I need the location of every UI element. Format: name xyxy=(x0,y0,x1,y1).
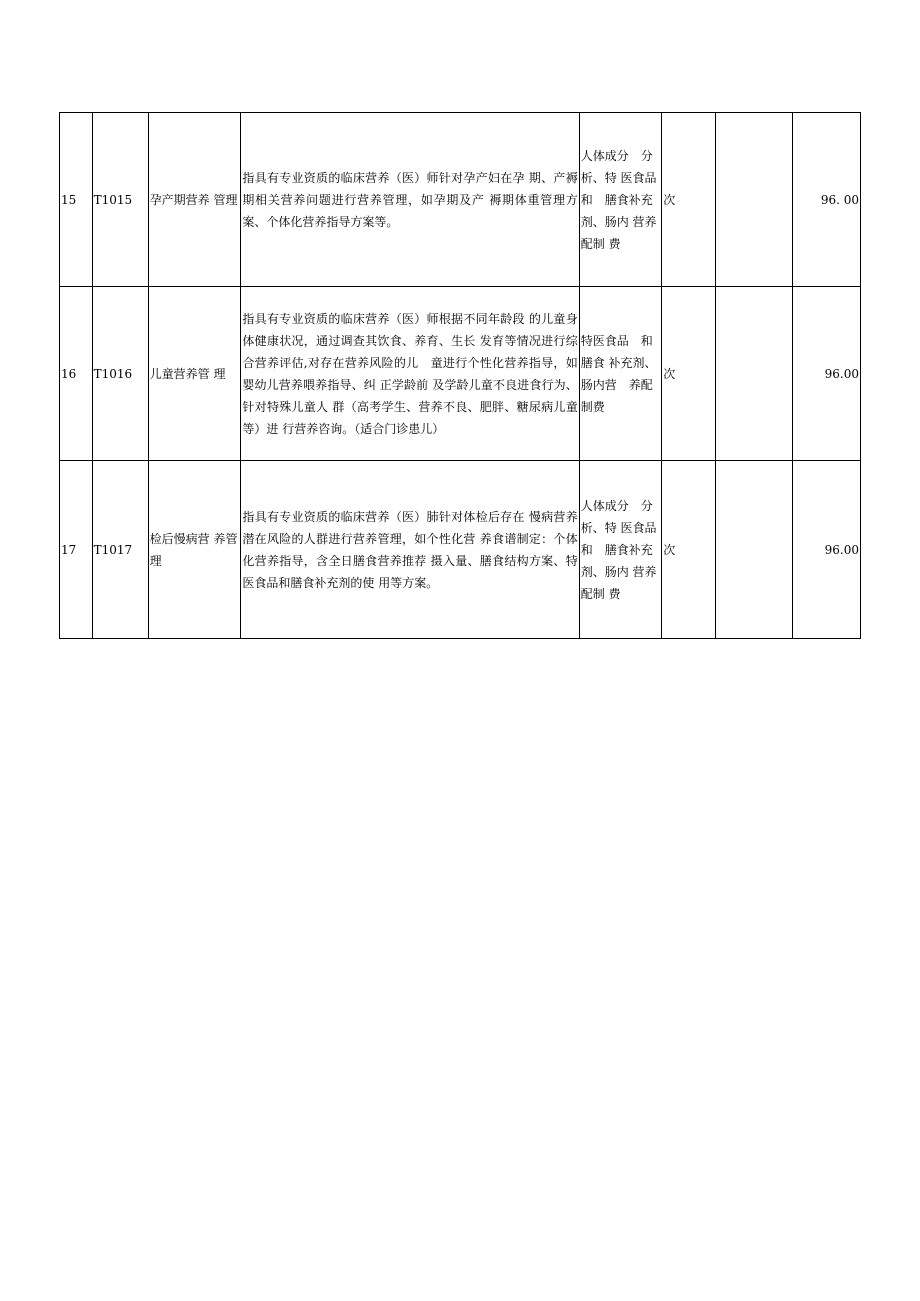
note-cell xyxy=(716,287,792,461)
item-name-cell: 儿童营养管 理 xyxy=(148,287,241,461)
fee-table xyxy=(59,112,861,639)
price-cell: 96. 00 xyxy=(792,113,860,287)
exclusions-cell: 人体成分 分析、特 医食品和 膳食补充剂、肠内 营养配制 费 xyxy=(579,461,662,639)
note-cell xyxy=(716,461,792,639)
exclusions-cell: 特医食品 和膳食 补充剂、肠内营 养配制费 xyxy=(579,287,662,461)
table-row xyxy=(60,461,861,639)
price-cell: 96.00 xyxy=(792,287,860,461)
unit-cell: 次 xyxy=(662,287,716,461)
item-description-cell: 指具有专业资质的临床营养（医）肺针对体检后存在 慢病营养潜在风险的人群进行营养管理，如个性化营 养食谱制定：个体化营养指导，含全日膳食营养推荐 摄入量、膳食结构方案、特医食品和膳食补充剂的使 用等方案。 xyxy=(241,461,579,639)
item-description-cell: 指具有专业资质的临床营养（医）师针对孕产妇在孕 期、产褥期相关营养问题进行营养管理，如孕期及产 褥期体重管理方案、个体化营养指导方案等。 xyxy=(241,113,579,287)
table-row xyxy=(60,113,861,287)
exclusions-cell: 人体成分 分析、特 医食品和 膳食补充剂、肠内 营养配制 费 xyxy=(579,113,662,287)
row-index-cell: 17 xyxy=(60,461,93,639)
item-name-cell: 检后慢病营 养管理 xyxy=(148,461,241,639)
item-name-cell: 孕产期营养 管理 xyxy=(148,113,241,287)
note-cell xyxy=(716,113,792,287)
table-row xyxy=(60,287,861,461)
item-description-cell: 指具有专业资质的临床营养（医）师根据不同年龄段 的儿童身体健康状况，通过调查其饮食、养育、生长 发育等情况进行综合营养评估,对存在营养风险的儿 童进行个性化营养指导，如婴幼儿营养喂养指导、纠 正学龄前 及学龄儿童不良进食行为、针对特殊儿童人 群（高考学生、营养不良、肥胖、糖尿病儿童等）进 行营养咨询。（适合门诊患儿） xyxy=(241,287,579,461)
item-code-cell: T1015 xyxy=(92,113,148,287)
unit-cell: 次 xyxy=(662,113,716,287)
item-code-cell: T1017 xyxy=(92,461,148,639)
item-code-cell: T1016 xyxy=(92,287,148,461)
row-index-cell: 15 xyxy=(60,113,93,287)
unit-cell: 次 xyxy=(662,461,716,639)
row-index-cell: 16 xyxy=(60,287,93,461)
price-cell: 96.00 xyxy=(792,461,860,639)
